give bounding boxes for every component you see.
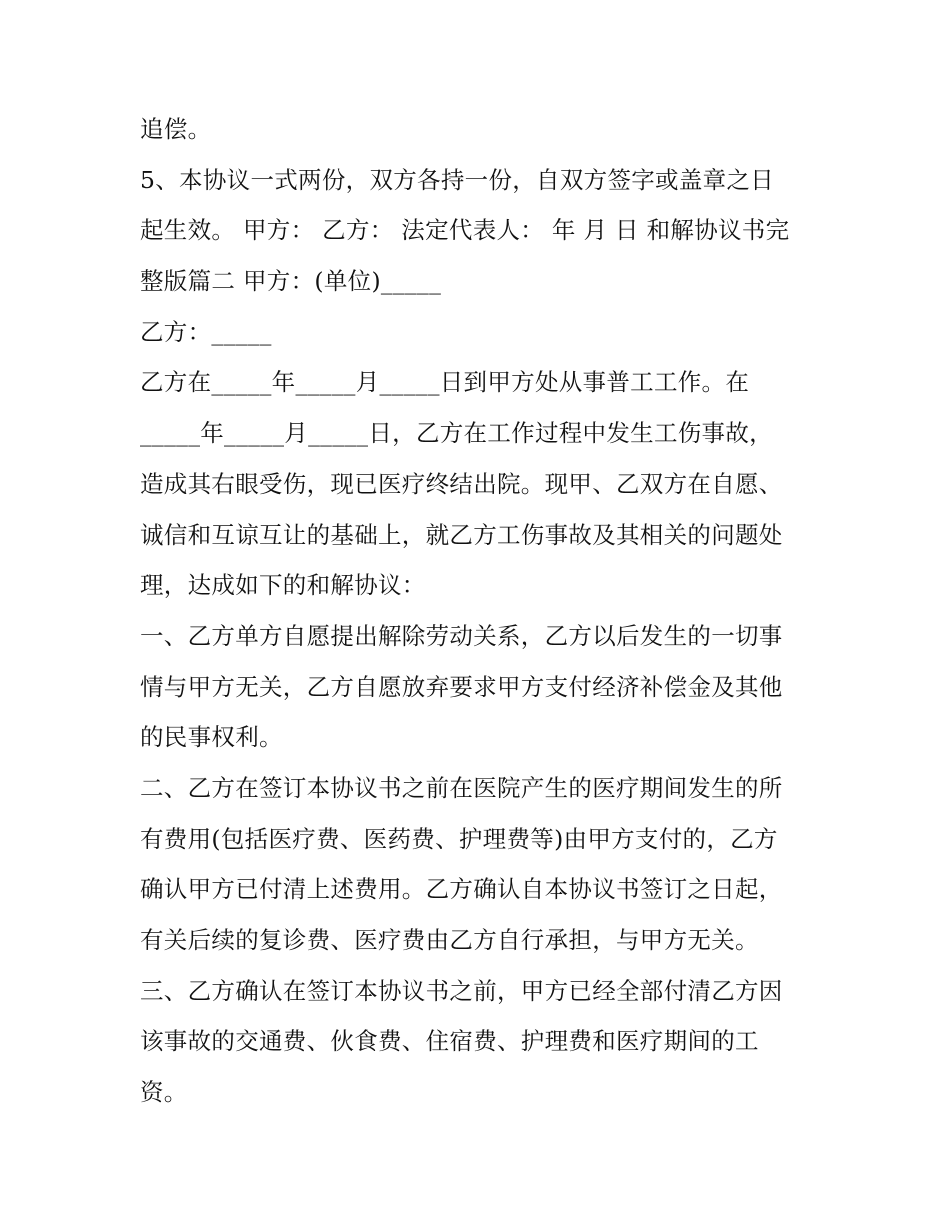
text-line: 理，达成如下的和解协议： bbox=[140, 571, 426, 600]
text-line: 整版篇二 甲方：(单位)_____ bbox=[140, 267, 442, 296]
text-line: 有费用(包括医疗费、医药费、护理费等)由甲方支付的，乙方 bbox=[140, 824, 778, 853]
document-text bbox=[140, 104, 820, 1118]
text-line: 造成其右眼受伤，现已医疗终结出院。现甲、乙双方在自愿、 bbox=[140, 469, 783, 498]
text-line: 诚信和互谅互让的基础上，就乙方工伤事故及其相关的问题处 bbox=[140, 520, 783, 549]
text-line: 乙方在_____年_____月_____日到甲方处从事普工工作。在 bbox=[140, 368, 750, 397]
text-line: 该事故的交通费、伙食费、住宿费、护理费和医疗期间的工 bbox=[140, 1027, 759, 1056]
text-line: 二、乙方在签订本协议书之前在医院产生的医疗期间发生的所 bbox=[140, 773, 783, 802]
text-line: 有关后续的复诊费、医疗费由乙方自行承担，与甲方无关。 bbox=[140, 926, 759, 954]
text-line: 确认甲方已付清上述费用。乙方确认自本协议书签订之日起， bbox=[140, 875, 783, 904]
text-line: 乙方：_____ bbox=[140, 317, 272, 346]
text-line: 情与甲方无关，乙方自愿放弃要求甲方支付经济补偿金及其他 bbox=[140, 672, 783, 701]
text-line: 的民事权利。 bbox=[140, 723, 283, 752]
text-line: 资。 bbox=[140, 1078, 188, 1107]
text-line: 5、本协议一式两份，双方各持一份，自双方签字或盖章之日 bbox=[140, 165, 775, 194]
text-line: _____年_____月_____日，乙方在工作过程中发生工伤事故， bbox=[140, 419, 773, 448]
text-line: 三、乙方确认在签订本协议书之前，甲方已经全部付清乙方因 bbox=[140, 976, 783, 1005]
text-line: 一、乙方单方自愿提出解除劳动关系，乙方以后发生的一切事 bbox=[140, 621, 783, 650]
text-line: 起生效。 甲方： 乙方： 法定代表人： 年 月 日 和解协议书完 bbox=[140, 216, 790, 245]
text-line: 追偿。 bbox=[140, 115, 212, 143]
